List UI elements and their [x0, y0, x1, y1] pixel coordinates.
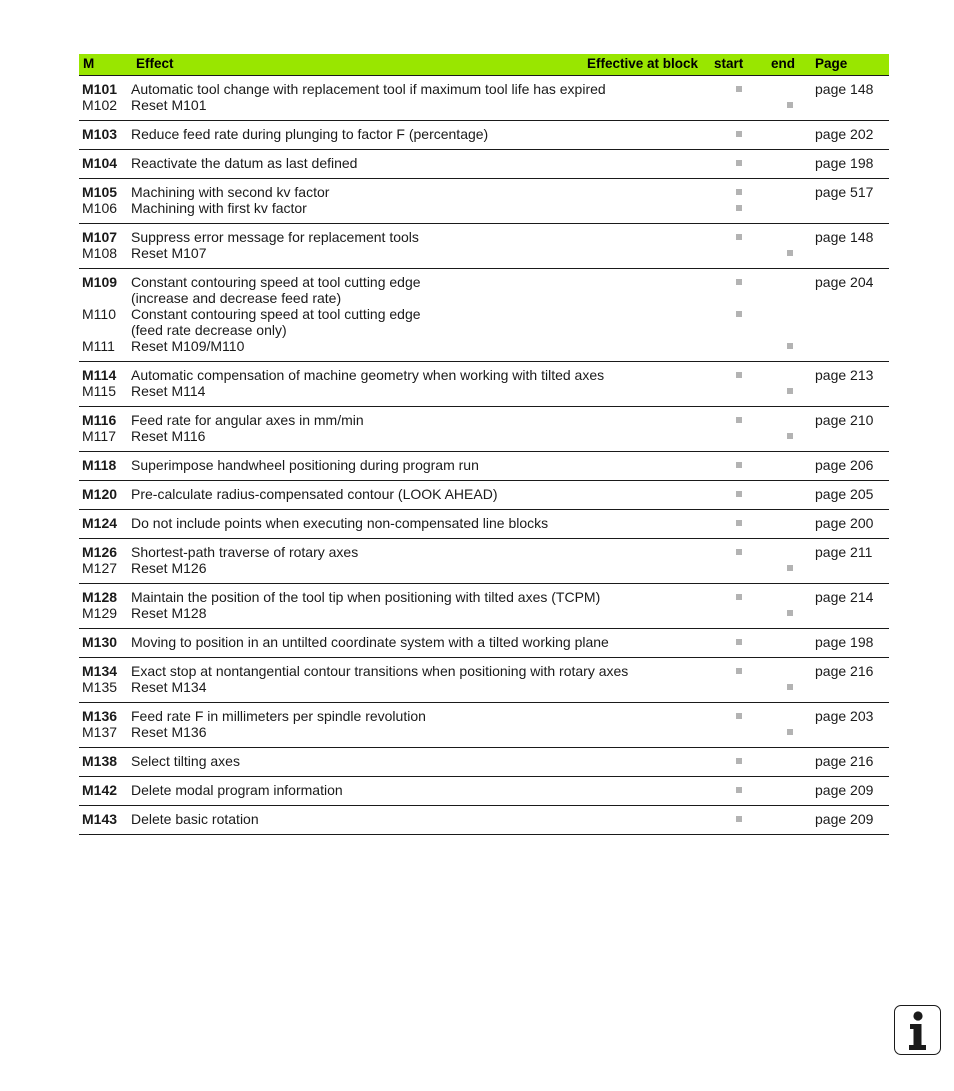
- info-glyph-icon: [895, 1006, 939, 1053]
- effect-description: Suppress error message for replacement tools: [131, 229, 419, 245]
- table-row: [79, 481, 889, 510]
- row-line: [79, 245, 889, 261]
- end-marker: [787, 433, 793, 439]
- m-code: M135: [82, 679, 118, 695]
- row-line: [79, 544, 889, 560]
- m-code: M105: [82, 184, 118, 200]
- row-line: [79, 724, 889, 740]
- m-code: M127: [82, 560, 118, 576]
- m-code: M124: [82, 515, 118, 531]
- row-line: [79, 811, 889, 827]
- table-row: [79, 179, 889, 224]
- m-code: M111: [82, 338, 115, 354]
- effect-description: Shortest-path traverse of rotary axes: [131, 544, 359, 560]
- header-end: end: [771, 56, 796, 71]
- effect-description: Reset M126: [131, 560, 207, 576]
- page-reference: page 209: [815, 811, 874, 827]
- row-line: [79, 515, 889, 531]
- table-header: [79, 54, 889, 76]
- end-marker: [787, 565, 793, 571]
- table-row: [79, 224, 889, 269]
- page-reference: page 198: [815, 634, 874, 650]
- end-marker: [787, 684, 793, 690]
- row-line: [79, 97, 889, 113]
- row-line: [79, 708, 889, 724]
- m-code: M107: [82, 229, 118, 245]
- start-marker: [736, 816, 742, 822]
- page-reference: page 211: [815, 544, 873, 560]
- table-row: [79, 539, 889, 584]
- effect-description: Exact stop at nontangential contour transitions when positioning with rotary axes: [131, 663, 629, 679]
- m-code: M103: [82, 126, 118, 142]
- start-marker: [736, 160, 742, 166]
- row-line: [79, 605, 889, 621]
- effect-description: Reset M116: [131, 428, 206, 444]
- row-line: [79, 412, 889, 428]
- effect-description: Constant contouring speed at tool cutting edge: [131, 274, 421, 290]
- table-row: [79, 658, 889, 703]
- effect-description: Reduce feed rate during plunging to factor F (percentage): [131, 126, 489, 142]
- effect-description: Reset M107: [131, 245, 207, 261]
- effect-description: Feed rate F in millimeters per spindle revolution: [131, 708, 426, 724]
- end-marker: [787, 343, 793, 349]
- row-line: [79, 126, 889, 142]
- effect-description: Delete modal program information: [131, 782, 343, 798]
- table-row: [79, 150, 889, 179]
- end-marker: [787, 729, 793, 735]
- row-line: [79, 486, 889, 502]
- table-row: [79, 269, 889, 362]
- header-m: M: [83, 56, 95, 71]
- page-reference: page 210: [815, 412, 874, 428]
- end-marker: [787, 102, 793, 108]
- m-code: M108: [82, 245, 118, 261]
- effect-description: Select tilting axes: [131, 753, 240, 769]
- effect-description: Reset M114: [131, 383, 206, 399]
- effect-description: (feed rate decrease only): [131, 322, 287, 338]
- row-line: [79, 274, 889, 290]
- page-reference: page 198: [815, 155, 874, 171]
- m-code: M138: [82, 753, 118, 769]
- page-reference: page 216: [815, 663, 874, 679]
- m-code: M115: [82, 383, 116, 399]
- effect-description: Machining with first kv factor: [131, 200, 307, 216]
- start-marker: [736, 234, 742, 240]
- effect-description: Feed rate for angular axes in mm/min: [131, 412, 364, 428]
- row-line: [79, 367, 889, 383]
- effect-description: Moving to position in an untilted coordinate system with a tilted working plane: [131, 634, 609, 650]
- row-line: [79, 428, 889, 444]
- page-reference: page 517: [815, 184, 874, 200]
- row-line: [79, 338, 889, 354]
- effect-description: Machining with second kv factor: [131, 184, 330, 200]
- start-marker: [736, 758, 742, 764]
- effect-description: Do not include points when executing non-compensated line blocks: [131, 515, 549, 531]
- page-reference: page 214: [815, 589, 874, 605]
- start-marker: [736, 189, 742, 195]
- page-reference: page 213: [815, 367, 874, 383]
- page-reference: page 202: [815, 126, 874, 142]
- start-marker: [736, 787, 742, 793]
- start-marker: [736, 279, 742, 285]
- start-marker: [736, 205, 742, 211]
- row-line: [79, 383, 889, 399]
- page-reference: page 209: [815, 782, 874, 798]
- m-code: M117: [82, 428, 116, 444]
- table-row: [79, 407, 889, 452]
- start-marker: [736, 639, 742, 645]
- start-marker: [736, 713, 742, 719]
- page-reference: page 203: [815, 708, 874, 724]
- page-reference: page 148: [815, 229, 874, 245]
- m-code: M128: [82, 589, 118, 605]
- effect-description: Reset M128: [131, 605, 207, 621]
- page-reference: page 204: [815, 274, 874, 290]
- m-code: M134: [82, 663, 118, 679]
- start-marker: [736, 462, 742, 468]
- m-code: M110: [82, 306, 116, 322]
- m-code: M101: [82, 81, 118, 97]
- page-reference: page 216: [815, 753, 874, 769]
- m-code: M129: [82, 605, 118, 621]
- start-marker: [736, 311, 742, 317]
- row-line: [79, 663, 889, 679]
- start-marker: [736, 668, 742, 674]
- effect-description: Delete basic rotation: [131, 811, 259, 827]
- m-code: M104: [82, 155, 118, 171]
- table-row: [79, 748, 889, 777]
- end-marker: [787, 610, 793, 616]
- table-row: [79, 76, 889, 121]
- m-code: M142: [82, 782, 118, 798]
- effect-description: Reactivate the datum as last defined: [131, 155, 358, 171]
- effect-description: Reset M101: [131, 97, 207, 113]
- m-function-table: [79, 54, 889, 835]
- row-line: [79, 589, 889, 605]
- start-marker: [736, 491, 742, 497]
- m-code: M116: [82, 412, 117, 428]
- m-code: M106: [82, 200, 118, 216]
- m-code: M102: [82, 97, 118, 113]
- info-icon: [894, 1005, 941, 1055]
- m-code: M143: [82, 811, 118, 827]
- table-row: [79, 629, 889, 658]
- effect-description: Constant contouring speed at tool cutting edge: [131, 306, 421, 322]
- row-line: [79, 229, 889, 245]
- start-marker: [736, 549, 742, 555]
- row-line: [79, 290, 889, 306]
- effect-description: Automatic tool change with replacement tool if maximum tool life has expired: [131, 81, 606, 97]
- row-line: [79, 753, 889, 769]
- row-line: [79, 200, 889, 216]
- table-row: [79, 806, 889, 835]
- row-line: [79, 322, 889, 338]
- start-marker: [736, 417, 742, 423]
- table-row: [79, 452, 889, 481]
- header-effect: Effect: [136, 56, 174, 71]
- header-page: Page: [815, 56, 848, 71]
- m-code: M109: [82, 274, 118, 290]
- effect-description: Reset M134: [131, 679, 207, 695]
- table-row: [79, 584, 889, 629]
- row-line: [79, 634, 889, 650]
- end-marker: [787, 388, 793, 394]
- m-code: M114: [82, 367, 117, 383]
- end-marker: [787, 250, 793, 256]
- effect-description: Reset M136: [131, 724, 207, 740]
- start-marker: [736, 86, 742, 92]
- table-row: [79, 510, 889, 539]
- effect-description: Automatic compensation of machine geometry when working with tilted axes: [131, 367, 605, 383]
- table-row: [79, 362, 889, 407]
- effect-description: Reset M109/M110: [131, 338, 245, 354]
- row-line: [79, 81, 889, 97]
- m-code: M137: [82, 724, 118, 740]
- row-line: [79, 306, 889, 322]
- row-line: [79, 679, 889, 695]
- m-code: M120: [82, 486, 118, 502]
- row-line: [79, 560, 889, 576]
- m-code: M136: [82, 708, 118, 724]
- table-body: [79, 76, 889, 835]
- header-effective-at-block: Effective at block: [586, 56, 698, 71]
- m-code: M130: [82, 634, 118, 650]
- start-marker: [736, 372, 742, 378]
- table-row: [79, 777, 889, 806]
- row-line: [79, 184, 889, 200]
- row-line: [79, 457, 889, 473]
- page-reference: page 200: [815, 515, 874, 531]
- start-marker: [736, 594, 742, 600]
- page-reference: page 205: [815, 486, 874, 502]
- effect-description: Superimpose handwheel positioning during program run: [131, 457, 479, 473]
- m-code: M118: [82, 457, 117, 473]
- row-line: [79, 782, 889, 798]
- effect-description: (increase and decrease feed rate): [131, 290, 342, 306]
- header-start: start: [714, 56, 744, 71]
- page-reference: page 148: [815, 81, 874, 97]
- start-marker: [736, 520, 742, 526]
- page-reference: page 206: [815, 457, 874, 473]
- effect-description: Maintain the position of the tool tip when positioning with tilted axes (TCPM): [131, 589, 601, 605]
- table-row: [79, 121, 889, 150]
- m-code: M126: [82, 544, 118, 560]
- table-row: [79, 703, 889, 748]
- effect-description: Pre-calculate radius-compensated contour (LOOK AHEAD): [131, 486, 498, 502]
- start-marker: [736, 131, 742, 137]
- row-line: [79, 155, 889, 171]
